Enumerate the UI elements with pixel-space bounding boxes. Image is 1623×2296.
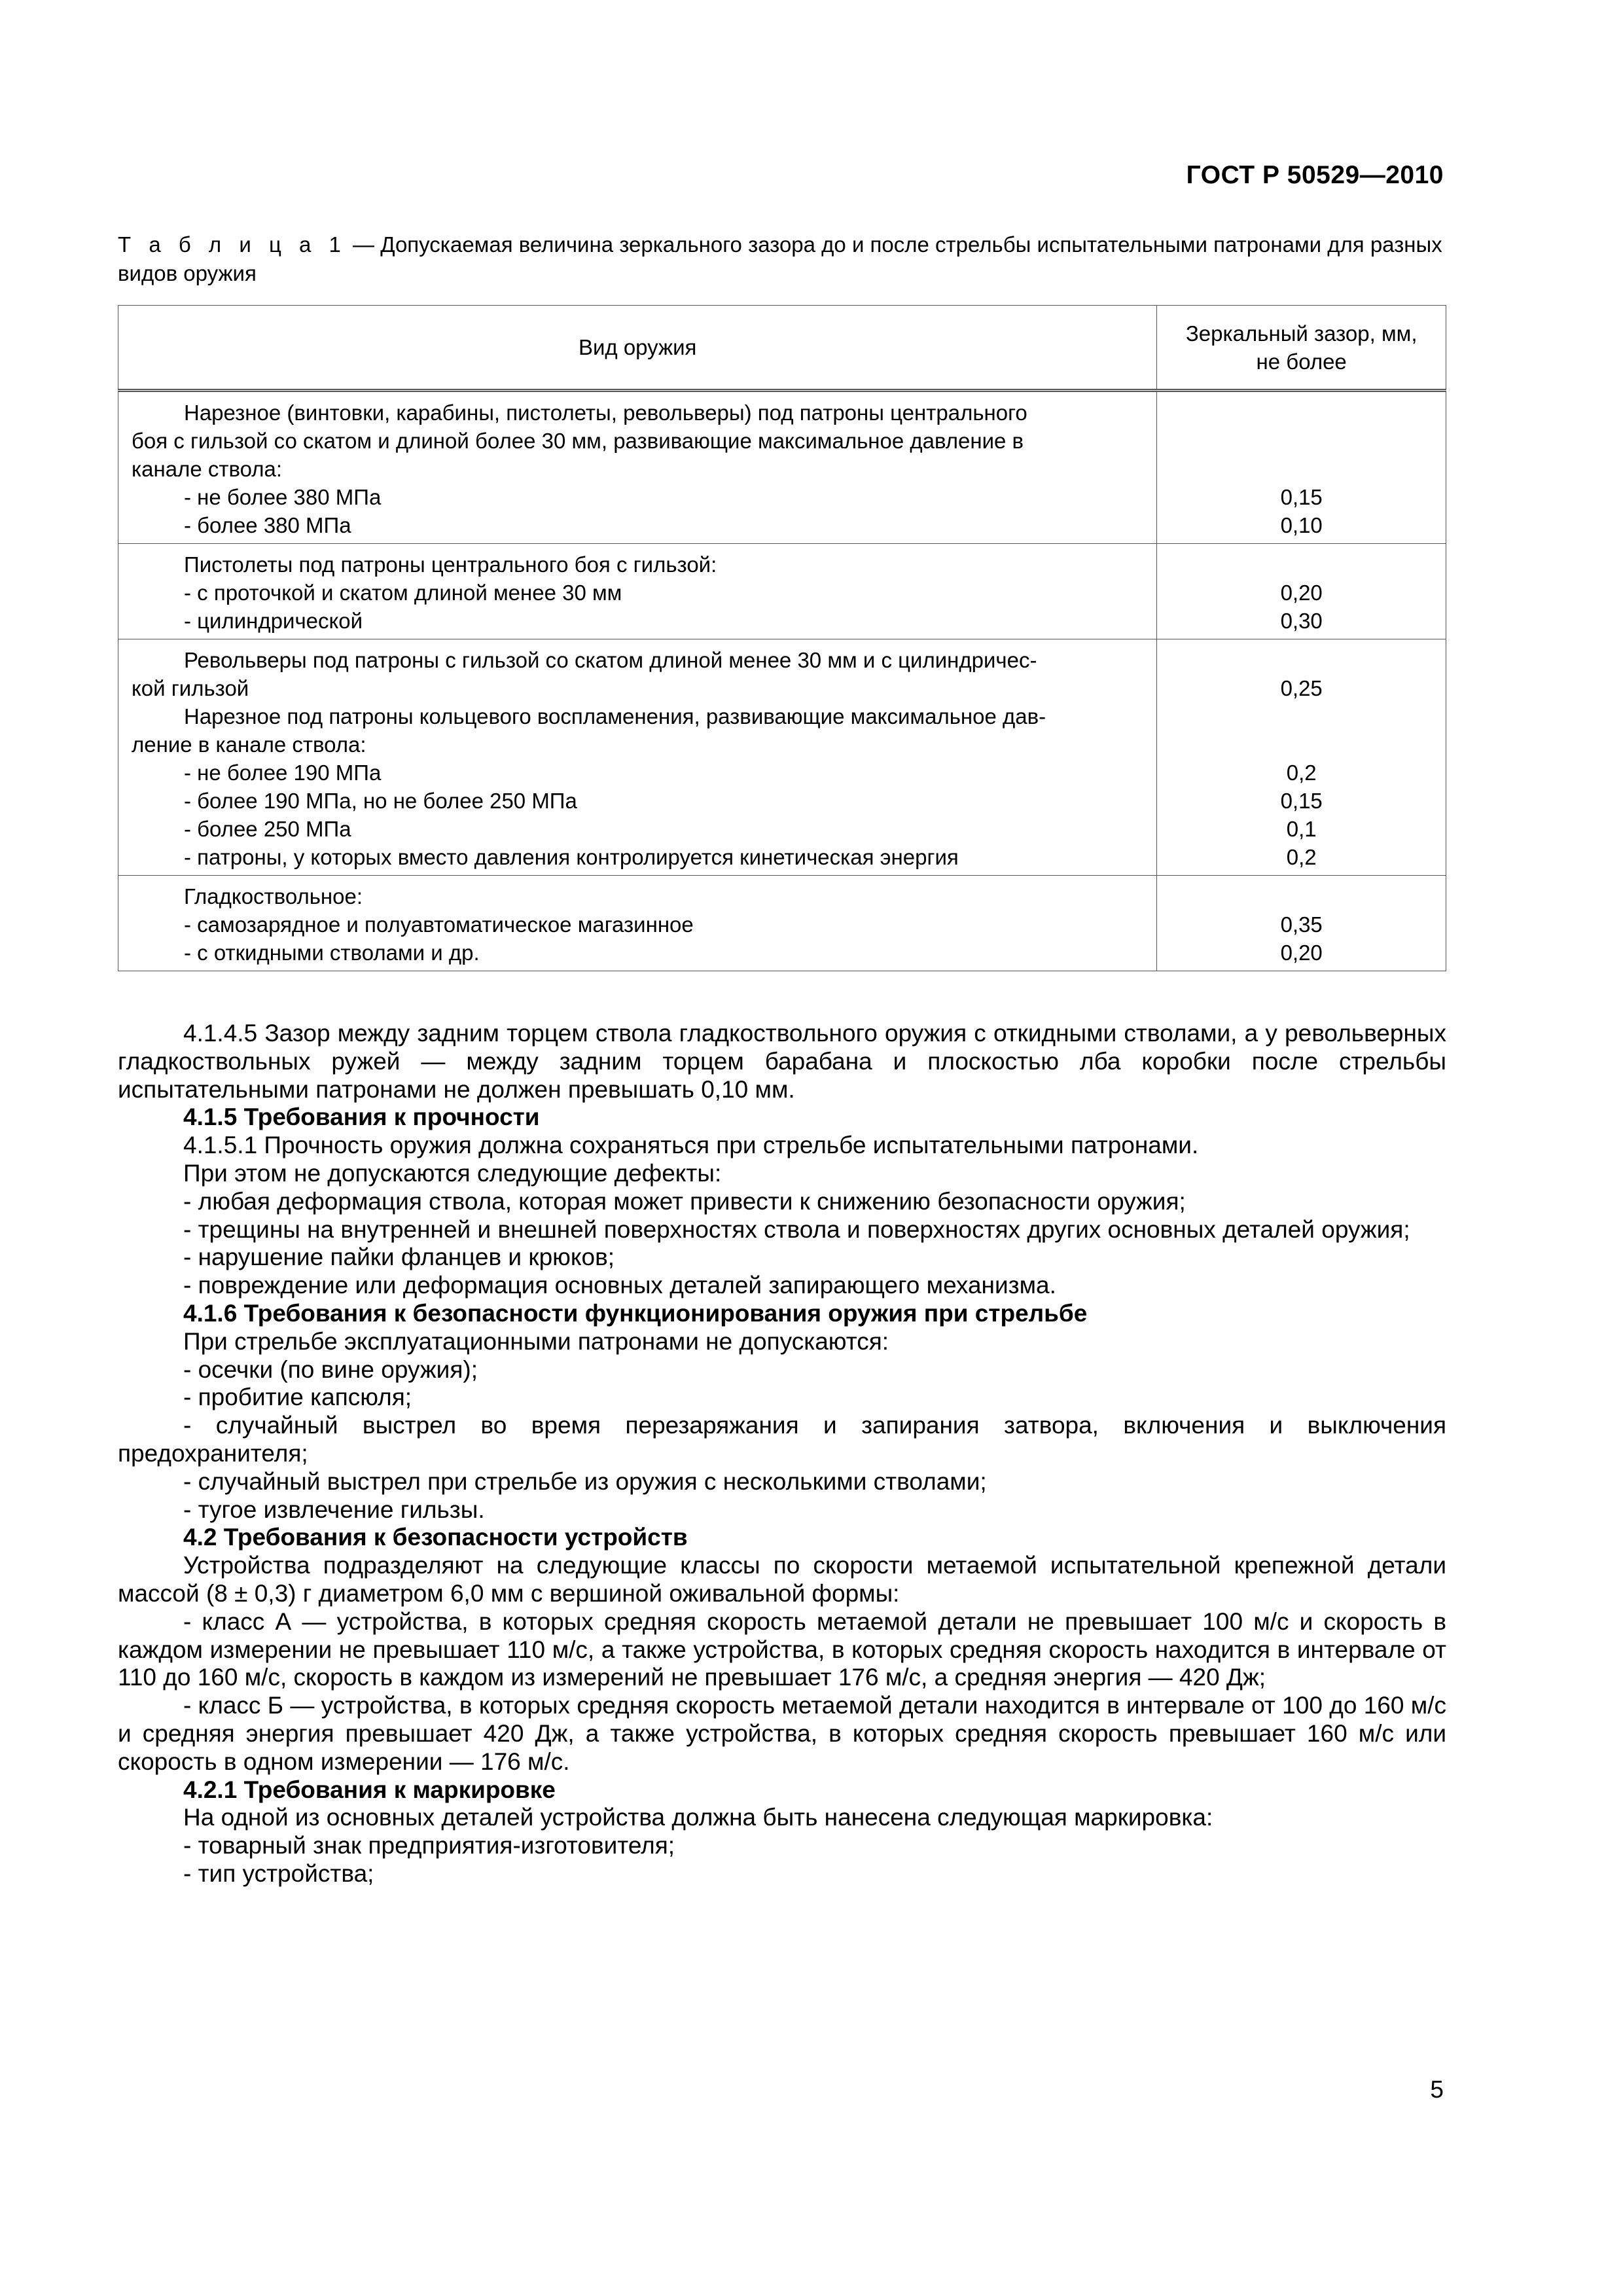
list-item: - класс А — устройства, в которых средняя скорость метаемой детали не превышает 100 м/с и скорость в каждом измерении не превышает 110 м/с, а также устройства, в которых средняя скорость находится в интервале от 110 до 160 м/с, скорость в каждом из измерений не превышает 176 м/с, а средняя энергия — 420 Дж; bbox=[118, 1607, 1446, 1691]
table-caption bbox=[118, 230, 1446, 288]
row-2-values bbox=[1157, 544, 1446, 639]
row-3-value-5: 0,2 bbox=[1286, 761, 1317, 785]
paragraph-marking-intro: На одной из основных деталей устройства должна быть нанесена следующая маркировка: bbox=[183, 1804, 1213, 1831]
header-clearance bbox=[1157, 306, 1446, 391]
row-3-value-3 bbox=[1157, 702, 1446, 730]
row-3-line-7: - более 250 МПа bbox=[184, 817, 351, 841]
page-number: 5 bbox=[1430, 2076, 1444, 2103]
row-1-value-5: 0,10 bbox=[1280, 513, 1323, 537]
row-3-value-1 bbox=[1157, 646, 1446, 674]
row-3-line-2: кой гильзой bbox=[132, 676, 249, 700]
row-4-value-2: 0,35 bbox=[1280, 912, 1323, 937]
row-3-value-6: 0,15 bbox=[1280, 789, 1323, 813]
paragraph-4-1-5-1: 4.1.5.1 Прочность оружия должна сохраняться при стрельбе испытательными патронами. bbox=[183, 1132, 1199, 1159]
header-clearance-line1: Зеркальный зазор, мм, bbox=[1185, 321, 1418, 346]
paragraph-operational-intro: При стрельбе эксплуатационными патронами не допускаются: bbox=[183, 1327, 889, 1355]
document-code: ГОСТ Р 50529—2010 bbox=[1186, 161, 1444, 189]
row-1-line-5: - более 380 МПа bbox=[184, 513, 351, 537]
row-3-value-2: 0,25 bbox=[1280, 676, 1323, 700]
table-row bbox=[118, 544, 1446, 639]
row-1-value-4: 0,15 bbox=[1280, 485, 1323, 509]
row-4-value-1 bbox=[1157, 882, 1446, 910]
row-3-value-8: 0,2 bbox=[1286, 845, 1317, 869]
row-2-line-3: - цилиндрической bbox=[184, 609, 363, 633]
paragraph-device-classes: Устройства подразделяют на следующие классы по скорости метаемой испытательной крепежной детали массой (8 ± 0,3) г диаметром 6,0 мм с вершиной оживальной формы: bbox=[118, 1552, 1446, 1607]
row-1-values bbox=[1157, 391, 1446, 544]
list-item: - тип устройства; bbox=[183, 1859, 374, 1887]
row-1-line-3: канале ствола: bbox=[132, 457, 283, 481]
list-item: - класс Б — устройства, в которых средняя скорость метаемой детали находится в интервале от 100 до 160 м/с и средняя энергия превышает 420 Дж, а также устройства, в которых средняя скорость превышает 160 м/с или скорость в одном измерении — 176 м/с. bbox=[118, 1692, 1446, 1775]
row-3-values bbox=[1157, 639, 1446, 876]
table-row bbox=[118, 391, 1446, 544]
list-item: - повреждение или деформация основных деталей запирающего механизма. bbox=[183, 1272, 1056, 1299]
row-2-value-1 bbox=[1157, 550, 1446, 579]
row-2-description bbox=[118, 544, 1157, 639]
list-item: - пробитие капсюля; bbox=[183, 1384, 412, 1411]
row-3-line-3: Нарезное под патроны кольцевого воспламенения, развивающие максимальное дав- bbox=[184, 704, 1046, 728]
row-1-value-2 bbox=[1157, 427, 1446, 455]
paragraph-defects-intro: При этом не допускаются следующие дефекты: bbox=[183, 1159, 722, 1187]
row-1-value-3 bbox=[1157, 455, 1446, 483]
row-2-line-1: Пистолеты под патроны центрального боя с гильзой: bbox=[184, 552, 717, 577]
row-4-value-3: 0,20 bbox=[1280, 941, 1323, 965]
heading-4-1-5: 4.1.5 Требования к прочности bbox=[183, 1103, 540, 1131]
header-weapon-type: Вид оружия bbox=[118, 306, 1157, 391]
table-row bbox=[118, 639, 1446, 876]
row-2-line-2: - с проточкой и скатом длиной менее 30 мм bbox=[184, 581, 622, 605]
list-item: - любая деформация ствола, которая может привести к снижению безопасности оружия; bbox=[183, 1187, 1186, 1215]
row-3-value-4 bbox=[1157, 730, 1446, 759]
table-caption-prefix: Т а б л и ц а 1 bbox=[118, 232, 347, 257]
list-item: - осечки (по вине оружия); bbox=[183, 1355, 478, 1383]
table-caption-text: — Допускаемая величина зеркального зазора до и после стрельбы испытательными патронами для разных видов оружия bbox=[118, 232, 1442, 285]
row-2-value-3: 0,30 bbox=[1280, 609, 1323, 633]
row-1-line-4: - не более 380 МПа bbox=[184, 485, 382, 509]
list-item: - случайный выстрел при стрельбе из оружия с несколькими стволами; bbox=[183, 1467, 987, 1495]
heading-4-2-1: 4.2.1 Требования к маркировке bbox=[183, 1776, 556, 1803]
paragraph-4-1-4-5: 4.1.4.5 Зазор между задним торцем ствола гладкоствольного оружия с откидными стволами, а у револьверных гладкоствольных ружей — между задним торцем барабана и плоскостью лба коробки после стрельбы испытательными патронами не должен превышать 0,10 мм. bbox=[118, 1020, 1446, 1103]
body-text bbox=[118, 1020, 1446, 1888]
table-row bbox=[118, 876, 1446, 971]
list-item: - нарушение пайки фланцев и крюков; bbox=[183, 1244, 615, 1271]
list-item: - тугое извлечение гильзы. bbox=[183, 1496, 485, 1523]
row-3-line-5: - не более 190 МПа bbox=[184, 761, 382, 785]
row-4-description bbox=[118, 876, 1157, 971]
row-1-line-1: Нарезное (винтовки, карабины, пистолеты, револьверы) под патроны центрального bbox=[184, 401, 1027, 425]
header-clearance-line2: не более bbox=[1256, 349, 1347, 374]
row-3-value-7: 0,1 bbox=[1286, 817, 1317, 841]
row-4-line-3: - с откидными стволами и др. bbox=[184, 941, 480, 965]
heading-4-1-6: 4.1.6 Требования к безопасности функционирования оружия при стрельбе bbox=[183, 1299, 1088, 1327]
row-1-description bbox=[118, 391, 1157, 544]
heading-4-2: 4.2 Требования к безопасности устройств bbox=[183, 1524, 688, 1551]
row-2-value-2: 0,20 bbox=[1280, 581, 1323, 605]
row-4-line-1: Гладкоствольное: bbox=[184, 884, 363, 908]
row-3-line-1: Револьверы под патроны с гильзой со скатом длиной менее 30 мм и с цилиндричес- bbox=[184, 648, 1037, 672]
row-3-line-4: ление в канале ствола: bbox=[132, 732, 366, 757]
row-4-values bbox=[1157, 876, 1446, 971]
row-3-line-6: - более 190 МПа, но не более 250 МПа bbox=[184, 789, 577, 813]
row-1-line-2: боя с гильзой со скатом и длиной более 30 мм, развивающие максимальное давление в bbox=[132, 429, 1024, 453]
list-item: - товарный знак предприятия-изготовителя; bbox=[183, 1832, 675, 1859]
list-item: - случайный выстрел во время перезаряжания и запирания затвора, включения и выключения предохранителя; bbox=[118, 1412, 1446, 1467]
row-3-line-8: - патроны, у которых вместо давления контролируется кинетическая энергия bbox=[184, 845, 959, 869]
clearance-table bbox=[118, 305, 1446, 971]
list-item: - трещины на внутренней и внешней поверхностях ствола и поверхностях других основных деталей оружия; bbox=[183, 1215, 1410, 1243]
row-1-value-1 bbox=[1157, 399, 1446, 427]
row-4-line-2: - самозарядное и полуавтоматическое магазинное bbox=[184, 912, 694, 937]
row-3-description bbox=[118, 639, 1157, 876]
table-header-row bbox=[118, 306, 1446, 391]
